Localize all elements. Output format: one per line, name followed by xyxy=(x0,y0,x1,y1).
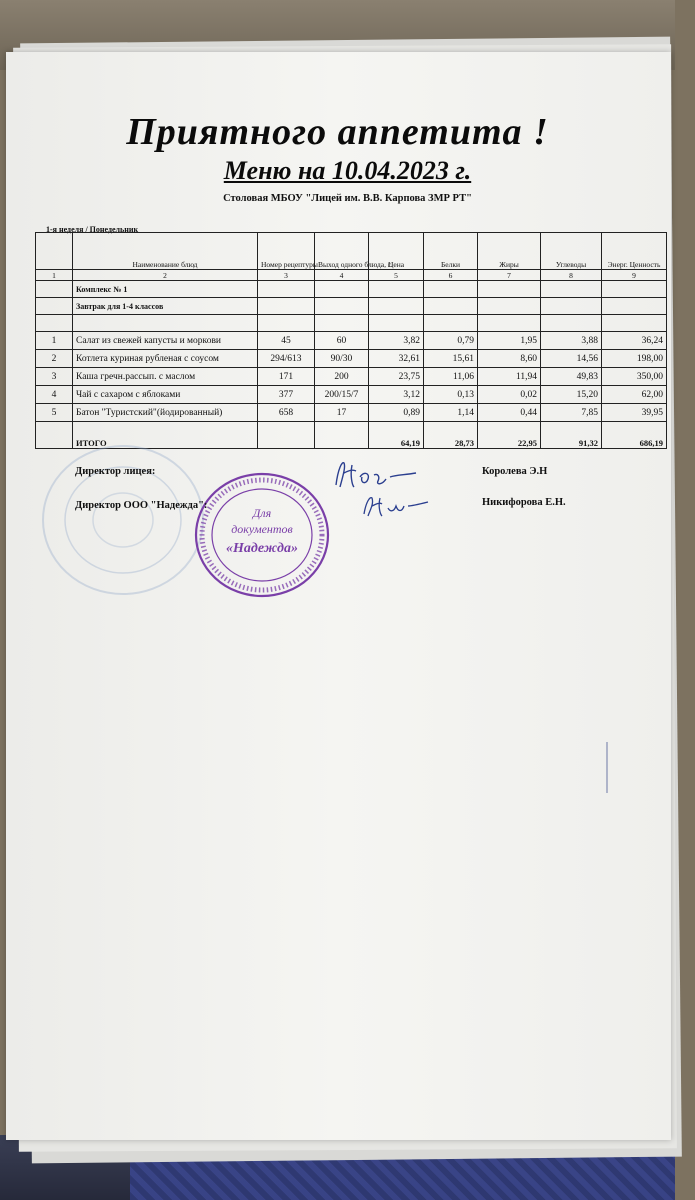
column-number: 5 xyxy=(369,270,424,281)
header-cell: Выход одного блюда, г. xyxy=(315,233,369,270)
protein: 0,79 xyxy=(424,332,478,350)
pen-mark-icon xyxy=(604,740,610,795)
dish-weight: 200/15/7 xyxy=(315,386,369,404)
dish-name: Каша гречн.рассып. с маслом xyxy=(73,368,258,386)
energy: 36,24 xyxy=(602,332,667,350)
section-row-complex xyxy=(36,281,667,298)
column-number: 6 xyxy=(424,270,478,281)
recipe-number: 294/613 xyxy=(258,350,315,368)
header-cell: Белки xyxy=(424,233,478,270)
signature-director-icon xyxy=(330,455,420,495)
section-complex-label: Комплекс № 1 xyxy=(73,281,258,298)
dish-weight: 200 xyxy=(315,368,369,386)
recipe-number: 658 xyxy=(258,404,315,422)
section-meal-label: Завтрак для 1-4 классов xyxy=(73,298,258,315)
row-number: 3 xyxy=(36,368,73,386)
energy: 198,00 xyxy=(602,350,667,368)
price: 23,75 xyxy=(369,368,424,386)
table-row xyxy=(36,350,667,368)
recipe-number: 45 xyxy=(258,332,315,350)
column-number: 2 xyxy=(73,270,258,281)
director-label: Директор лицея: xyxy=(75,466,156,477)
column-number: 4 xyxy=(315,270,369,281)
director-name: Королева Э.Н xyxy=(482,466,548,477)
menu-date: Меню на 10.04.2023 г. xyxy=(223,156,472,185)
section-row-meal xyxy=(36,298,667,315)
protein: 11,06 xyxy=(424,368,478,386)
stamp-text-3: «Надежда» xyxy=(226,541,298,556)
carbs: 15,20 xyxy=(541,386,602,404)
header-cell: Энерг. Ценность xyxy=(602,233,667,270)
document-title: Приятного аппетита ! xyxy=(126,111,549,153)
energy: 350,00 xyxy=(602,368,667,386)
price: 0,89 xyxy=(369,404,424,422)
dish-name: Салат из свежей капусты и моркови xyxy=(73,332,258,350)
header-cell: Углеводы xyxy=(541,233,602,270)
total-fat: 22,95 xyxy=(478,422,541,449)
column-number: 1 xyxy=(36,270,73,281)
carbs: 49,83 xyxy=(541,368,602,386)
fat: 11,94 xyxy=(478,368,541,386)
dish-weight: 17 xyxy=(315,404,369,422)
dish-name: Батон "Туристский"(йодированный) xyxy=(73,404,258,422)
dish-name: Чай с сахаром с яблоками xyxy=(73,386,258,404)
table-row xyxy=(36,404,667,422)
signature-company-icon xyxy=(360,490,430,520)
week-day: 1-я неделя / Понедельник xyxy=(46,225,139,234)
column-number: 9 xyxy=(602,270,667,281)
row-number: 5 xyxy=(36,404,73,422)
total-energy: 686,19 xyxy=(602,422,667,449)
row-number: 2 xyxy=(36,350,73,368)
energy: 39,95 xyxy=(602,404,667,422)
table-row xyxy=(36,368,667,386)
header-cell: Жиры xyxy=(478,233,541,270)
menu-table xyxy=(35,232,667,449)
protein: 15,61 xyxy=(424,350,478,368)
price: 3,12 xyxy=(369,386,424,404)
recipe-number: 171 xyxy=(258,368,315,386)
row-number: 1 xyxy=(36,332,73,350)
fat: 0,02 xyxy=(478,386,541,404)
column-number: 3 xyxy=(258,270,315,281)
spacer-row xyxy=(36,315,667,332)
dish-name: Котлета куриная рубленая с соусом xyxy=(73,350,258,368)
dish-weight: 90/30 xyxy=(315,350,369,368)
fat: 1,95 xyxy=(478,332,541,350)
price: 3,82 xyxy=(369,332,424,350)
row-number: 4 xyxy=(36,386,73,404)
company-director-label: Директор ООО "Надежда": xyxy=(75,500,208,511)
fat: 8,60 xyxy=(478,350,541,368)
header-cell: Номер рецептуры xyxy=(258,233,315,270)
column-numbers-row xyxy=(36,270,667,281)
total-price: 64,19 xyxy=(369,422,424,449)
carbs: 14,56 xyxy=(541,350,602,368)
column-number: 7 xyxy=(478,270,541,281)
header-cell: Наименование блюд xyxy=(73,233,258,270)
total-protein: 28,73 xyxy=(424,422,478,449)
stamp-text-2: документов xyxy=(231,522,293,536)
faint-stamp-icon xyxy=(38,440,208,600)
fat: 0,44 xyxy=(478,404,541,422)
stamp-text-1: Для xyxy=(252,506,272,520)
total-carbs: 91,32 xyxy=(541,422,602,449)
table-header xyxy=(36,233,667,270)
protein: 1,14 xyxy=(424,404,478,422)
energy: 62,00 xyxy=(602,386,667,404)
price: 32,61 xyxy=(369,350,424,368)
company-director-name: Никифорова Е.Н. xyxy=(482,497,566,508)
header-cell: Цена xyxy=(369,233,424,270)
carbs: 3,88 xyxy=(541,332,602,350)
recipe-number: 377 xyxy=(258,386,315,404)
column-number: 8 xyxy=(541,270,602,281)
header-cell xyxy=(36,233,73,270)
dish-weight: 60 xyxy=(315,332,369,350)
protein: 0,13 xyxy=(424,386,478,404)
table-row xyxy=(36,332,667,350)
total-label: ИТОГО xyxy=(73,422,258,449)
carbs: 7,85 xyxy=(541,404,602,422)
organization-name: Столовая МБОУ "Лицей им. В.В. Карпова ЗМР РТ" xyxy=(223,193,472,204)
table-row xyxy=(36,386,667,404)
company-stamp-icon xyxy=(192,470,332,600)
